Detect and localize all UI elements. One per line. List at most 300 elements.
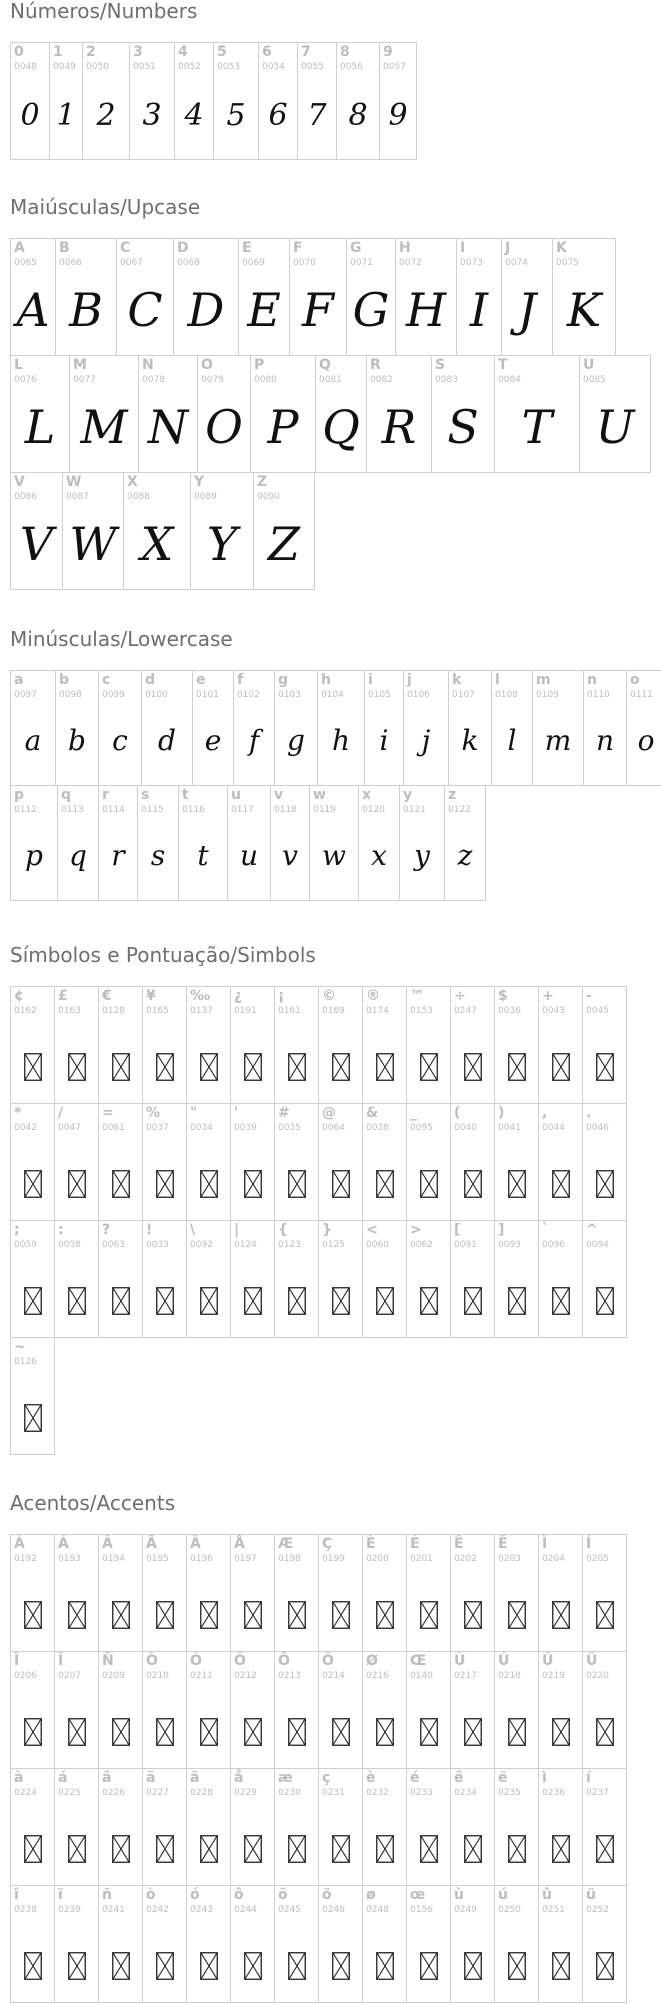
glyph-preview: k [461, 724, 479, 757]
cell-code-label: 0209 [102, 1671, 125, 1681]
glyph-cell [186, 1768, 231, 1886]
cell-character-label: ¢ [14, 988, 24, 1004]
glyph-preview: 6 [268, 98, 288, 133]
cell-code-label: 0054 [262, 62, 285, 72]
glyph-cell [362, 1534, 407, 1652]
cell-code-label: 0059 [14, 1240, 37, 1250]
cell-code-label: 0056 [340, 62, 363, 72]
glyph-cell [230, 986, 275, 1104]
cell-character-label: i [368, 672, 373, 688]
cell-code-label: 0087 [66, 492, 89, 502]
cell-character-label: 2 [86, 44, 96, 60]
glyph-cell [538, 1651, 583, 1769]
cell-code-label: 0057 [383, 62, 406, 72]
glyph-preview: H [405, 283, 447, 337]
missing-glyph-icon [420, 1053, 438, 1081]
cell-character-label: y [403, 787, 413, 803]
cell-code-label: 0163 [58, 1006, 81, 1016]
missing-glyph-icon [68, 1287, 86, 1315]
cell-character-label: ù [454, 1887, 464, 1903]
cell-character-label: æ [278, 1770, 293, 1786]
missing-glyph-icon [596, 1601, 614, 1629]
cell-code-label: 0070 [293, 258, 316, 268]
cell-character-label: Ê [454, 1536, 464, 1552]
cell-code-label: 0078 [142, 375, 165, 385]
missing-glyph-icon [112, 1170, 130, 1198]
cell-character-label: è [366, 1770, 376, 1786]
missing-glyph-icon [508, 1835, 526, 1863]
glyph-cell [54, 1651, 99, 1769]
cell-character-label: ( [454, 1105, 461, 1121]
missing-glyph-icon [508, 1718, 526, 1746]
glyph-cell [395, 238, 457, 356]
missing-glyph-icon [112, 1287, 130, 1315]
cell-code-label: 0140 [410, 1671, 433, 1681]
missing-glyph-icon [376, 1835, 394, 1863]
glyph-cell [142, 986, 187, 1104]
glyph-cell [54, 1103, 99, 1221]
glyph-cell [582, 1220, 627, 1338]
missing-glyph-icon [288, 1835, 306, 1863]
cell-code-label: 0046 [586, 1123, 609, 1133]
glyph-preview: U [595, 400, 635, 454]
glyph-cell [270, 785, 310, 901]
glyph-preview: j [421, 724, 431, 757]
glyph-preview: 7 [307, 98, 327, 133]
missing-glyph-icon [420, 1835, 438, 1863]
missing-glyph-icon [332, 1170, 350, 1198]
cell-character-label: _ [410, 1105, 417, 1121]
cell-code-label: 0067 [120, 258, 143, 268]
cell-code-label: 0214 [322, 1671, 345, 1681]
cell-character-label: Å [234, 1536, 245, 1552]
cell-character-label: p [14, 787, 25, 803]
missing-glyph-icon [156, 1170, 174, 1198]
missing-glyph-icon [200, 1718, 218, 1746]
cell-code-label: 0121 [403, 805, 426, 815]
cell-character-label: l [495, 672, 500, 688]
cell-code-label: 0044 [542, 1123, 565, 1133]
cell-code-label: 0252 [586, 1905, 609, 1915]
cell-code-label: 0095 [410, 1123, 433, 1133]
cell-code-label: 0212 [234, 1671, 257, 1681]
glyph-preview: K [566, 283, 602, 337]
cell-code-label: 0251 [542, 1905, 565, 1915]
cell-character-label: f [237, 672, 244, 688]
glyph-preview: B [69, 283, 103, 337]
missing-glyph-icon [288, 1053, 306, 1081]
cell-character-label: õ [278, 1887, 288, 1903]
glyph-cell [10, 670, 56, 786]
cell-code-label: 0207 [58, 1671, 81, 1681]
glyph-cell [456, 238, 502, 356]
cell-code-label: 0112 [14, 805, 37, 815]
glyph-cell [10, 986, 55, 1104]
glyph-cell [253, 472, 315, 590]
cell-character-label: Ë [498, 1536, 508, 1552]
cell-character-label: z [448, 787, 457, 803]
glyph-cell [406, 986, 451, 1104]
missing-glyph-icon [596, 1718, 614, 1746]
missing-glyph-icon [508, 1170, 526, 1198]
glyph-cell [274, 1220, 319, 1338]
cell-code-label: 0091 [454, 1240, 477, 1250]
cell-character-label: ^ [586, 1222, 598, 1238]
cell-code-label: 0082 [370, 375, 393, 385]
glyph-cell [116, 238, 174, 356]
cell-character-label: ` [542, 1222, 549, 1238]
glyph-cell [10, 1337, 55, 1455]
cell-code-label: 0050 [86, 62, 109, 72]
cell-code-label: 0137 [190, 1006, 213, 1016]
cell-character-label: Á [58, 1536, 69, 1552]
glyph-cell [582, 1885, 627, 2003]
cell-character-label: ¥ [146, 988, 156, 1004]
cell-code-label: 0058 [58, 1240, 81, 1250]
cell-code-label: 0094 [586, 1240, 609, 1250]
glyph-cell [186, 1103, 231, 1221]
glyph-cell [274, 1885, 319, 2003]
cell-code-label: 0052 [178, 62, 201, 72]
missing-glyph-icon [24, 1170, 42, 1198]
glyph-cell [142, 1534, 187, 1652]
glyph-cell [274, 1534, 319, 1652]
glyph-grid [10, 1534, 626, 2002]
glyph-grid [10, 238, 650, 589]
glyph-preview: J [517, 283, 537, 337]
cell-character-label: " [190, 1105, 198, 1121]
cell-code-label: 0246 [322, 1905, 345, 1915]
glyph-cell [297, 42, 337, 160]
cell-code-label: 0086 [14, 492, 37, 502]
glyph-cell [98, 1220, 143, 1338]
cell-code-label: 0047 [58, 1123, 81, 1133]
missing-glyph-icon [552, 1718, 570, 1746]
glyph-cell [491, 670, 533, 786]
cell-character-label: ï [58, 1887, 63, 1903]
cell-code-label: 0244 [234, 1905, 257, 1915]
cell-character-label: S [435, 357, 446, 373]
missing-glyph-icon [332, 1053, 350, 1081]
glyph-preview: M [80, 400, 128, 454]
glyph-preview: D [187, 283, 225, 337]
cell-code-label: 0076 [14, 375, 37, 385]
section-title: Minúsculas/Lowercase [10, 627, 233, 651]
glyph-cell [190, 472, 254, 590]
missing-glyph-icon [332, 1835, 350, 1863]
glyph-cell [406, 1534, 451, 1652]
glyph-preview: A [16, 283, 50, 337]
glyph-cell [10, 1534, 55, 1652]
cell-code-label: 0169 [322, 1006, 345, 1016]
cell-character-label: Ì [542, 1536, 548, 1552]
cell-character-label: % [146, 1105, 161, 1121]
glyph-cell [362, 1651, 407, 1769]
glyph-preview: d [158, 724, 176, 757]
missing-glyph-icon [596, 1053, 614, 1081]
cell-code-label: 0088 [127, 492, 150, 502]
cell-character-label: ê [454, 1770, 464, 1786]
cell-code-label: 0200 [366, 1554, 389, 1564]
cell-character-label: à [14, 1770, 24, 1786]
cell-character-label: ä [190, 1770, 200, 1786]
cell-character-label: Î [14, 1653, 20, 1669]
cell-code-label: 0225 [58, 1788, 81, 1798]
cell-code-label: 0202 [454, 1554, 477, 1564]
cell-code-label: 0230 [278, 1788, 301, 1798]
glyph-preview: 2 [96, 98, 116, 133]
cell-character-label: R [370, 357, 381, 373]
missing-glyph-icon [200, 1601, 218, 1629]
cell-code-label: 0220 [586, 1671, 609, 1681]
cell-character-label: { [278, 1222, 288, 1238]
glyph-preview: C [127, 283, 163, 337]
glyph-cell [54, 1885, 99, 2003]
cell-character-label: + [542, 988, 554, 1004]
cell-code-label: 0219 [542, 1671, 565, 1681]
glyph-preview: 9 [388, 98, 408, 133]
glyph-cell [379, 42, 417, 160]
glyph-cell [494, 1220, 539, 1338]
glyph-cell [494, 1885, 539, 2003]
missing-glyph-icon [68, 1718, 86, 1746]
glyph-grid [10, 986, 626, 1454]
lowercase-section [10, 627, 655, 872]
cell-character-label: í [586, 1770, 591, 1786]
cell-code-label: 0105 [368, 690, 391, 700]
missing-glyph-icon [288, 1287, 306, 1315]
cell-character-label: 5 [217, 44, 227, 60]
cell-code-label: 0194 [102, 1554, 125, 1564]
cell-character-label: © [322, 988, 336, 1004]
cell-code-label: 0069 [242, 258, 265, 268]
glyph-preview: O [205, 400, 243, 454]
cell-character-label: ç [322, 1770, 331, 1786]
cell-code-label: 0120 [362, 805, 385, 815]
cell-code-label: 0238 [14, 1905, 37, 1915]
cell-character-label: ñ [102, 1887, 112, 1903]
glyph-preview: w [322, 839, 346, 872]
cell-code-label: 0064 [322, 1123, 345, 1133]
missing-glyph-icon [24, 1053, 42, 1081]
missing-glyph-icon [112, 1718, 130, 1746]
glyph-preview: Z [268, 517, 300, 571]
glyph-row [10, 670, 661, 785]
cell-code-label: 0033 [146, 1240, 169, 1250]
glyph-cell [98, 1534, 143, 1652]
cell-code-label: 0108 [495, 690, 518, 700]
cell-code-label: 0201 [410, 1554, 433, 1564]
cell-character-label: O [201, 357, 213, 373]
cell-character-label: ; [14, 1222, 20, 1238]
cell-character-label: ? [102, 1222, 111, 1238]
cell-code-label: 0106 [407, 690, 430, 700]
glyph-cell [10, 1220, 55, 1338]
missing-glyph-icon [552, 1287, 570, 1315]
missing-glyph-icon [376, 1952, 394, 1980]
cell-character-label: ~ [14, 1339, 26, 1355]
cell-code-label: 0199 [322, 1554, 345, 1564]
cell-code-label: 0242 [146, 1905, 169, 1915]
cell-code-label: 0073 [460, 258, 483, 268]
glyph-row [10, 785, 661, 900]
cell-character-label: P [254, 357, 265, 373]
cell-code-label: 0213 [278, 1671, 301, 1681]
glyph-cell [406, 1885, 451, 2003]
glyph-cell [317, 670, 365, 786]
glyph-cell [141, 670, 193, 786]
cell-character-label: À [14, 1536, 25, 1552]
cell-character-label: Ú [498, 1653, 510, 1669]
glyph-cell [142, 1103, 187, 1221]
cell-code-label: 0097 [14, 690, 37, 700]
missing-glyph-icon [420, 1601, 438, 1629]
glyph-grid [10, 42, 416, 159]
glyph-preview: m [544, 724, 572, 757]
glyph-cell [289, 238, 347, 356]
cell-code-label: 0234 [454, 1788, 477, 1798]
glyph-row [10, 1651, 626, 1768]
glyph-cell [69, 355, 139, 473]
missing-glyph-icon [552, 1835, 570, 1863]
glyph-preview: r [111, 839, 125, 872]
cell-code-label: 0245 [278, 1905, 301, 1915]
missing-glyph-icon [552, 1053, 570, 1081]
missing-glyph-icon [68, 1170, 86, 1198]
glyph-cell [10, 1103, 55, 1221]
glyph-cell [230, 1651, 275, 1769]
glyph-cell [138, 355, 198, 473]
cell-code-label: 0068 [177, 258, 200, 268]
cell-code-label: 0102 [237, 690, 260, 700]
cell-code-label: 0038 [366, 1123, 389, 1133]
glyph-preview: V [19, 517, 54, 571]
cell-character-label: ¡ [278, 988, 285, 1004]
glyph-preview: l [507, 724, 517, 757]
glyph-preview: s [150, 839, 166, 872]
cell-code-label: 0109 [536, 690, 559, 700]
cell-code-label: 0205 [586, 1554, 609, 1564]
cell-character-label: ! [146, 1222, 153, 1238]
glyph-cell [538, 1534, 583, 1652]
missing-glyph-icon [24, 1404, 42, 1432]
glyph-preview: i [379, 724, 389, 757]
section-title: Maiúsculas/Upcase [10, 195, 201, 219]
cell-character-label: h [321, 672, 331, 688]
cell-code-label: 0117 [231, 805, 254, 815]
glyph-cell [230, 1534, 275, 1652]
glyph-cell [582, 1103, 627, 1221]
cell-character-label: ' [234, 1105, 239, 1121]
glyph-cell [230, 1768, 275, 1886]
missing-glyph-icon [596, 1952, 614, 1980]
missing-glyph-icon [244, 1053, 262, 1081]
cell-code-label: 0035 [278, 1123, 301, 1133]
glyph-cell [186, 1534, 231, 1652]
cell-code-label: 0124 [234, 1240, 257, 1250]
cell-code-label: 0048 [14, 62, 37, 72]
cell-code-label: 0243 [190, 1905, 213, 1915]
cell-character-label: # [278, 1105, 290, 1121]
cell-code-label: 0119 [313, 805, 336, 815]
cell-character-label: Ô [234, 1653, 246, 1669]
glyph-preview: 5 [226, 98, 246, 133]
glyph-preview: R [381, 400, 417, 454]
cell-character-label: T [498, 357, 508, 373]
glyph-cell [406, 1220, 451, 1338]
glyph-cell [318, 1220, 363, 1338]
cell-character-label: Õ [278, 1653, 290, 1669]
cell-character-label: ò [146, 1887, 156, 1903]
glyph-cell [403, 670, 449, 786]
cell-code-label: 0053 [217, 62, 240, 72]
missing-glyph-icon [24, 1952, 42, 1980]
glyph-cell [173, 238, 239, 356]
cell-code-label: 0161 [278, 1006, 301, 1016]
glyph-cell [362, 1103, 407, 1221]
glyph-cell [230, 1220, 275, 1338]
cell-code-label: 0193 [58, 1554, 81, 1564]
glyph-cell [230, 1103, 275, 1221]
missing-glyph-icon [68, 1952, 86, 1980]
missing-glyph-icon [596, 1835, 614, 1863]
glyph-cell [538, 1885, 583, 2003]
cell-character-label: ø [366, 1887, 376, 1903]
cell-character-label: Œ [410, 1653, 427, 1669]
glyph-preview: x [371, 839, 387, 872]
cell-code-label: 0198 [278, 1554, 301, 1564]
glyph-cell [98, 785, 138, 901]
glyph-preview: h [331, 724, 351, 757]
glyph-cell [192, 670, 234, 786]
glyph-preview: T [521, 400, 553, 454]
glyph-cell [362, 1768, 407, 1886]
cell-character-label: Q [319, 357, 331, 373]
cell-character-label: Ã [146, 1536, 157, 1552]
glyph-cell [186, 986, 231, 1104]
glyph-cell [318, 1885, 363, 2003]
glyph-cell [197, 355, 251, 473]
cell-character-label: o [630, 672, 640, 688]
cell-character-label: & [366, 1105, 379, 1121]
symbols-section [10, 943, 609, 1367]
glyph-preview: E [247, 283, 281, 337]
glyph-cell [227, 785, 271, 901]
cell-character-label: Û [542, 1653, 554, 1669]
missing-glyph-icon [332, 1952, 350, 1980]
glyph-cell [82, 42, 130, 160]
glyph-cell [129, 42, 175, 160]
glyph-cell [274, 986, 319, 1104]
cell-code-label: 0232 [366, 1788, 389, 1798]
cell-character-label: ú [498, 1887, 508, 1903]
glyph-cell [450, 1768, 495, 1886]
cell-code-label: 0250 [498, 1905, 521, 1915]
cell-code-label: 0211 [190, 1671, 213, 1681]
cell-character-label: n [587, 672, 597, 688]
cell-character-label: A [14, 240, 25, 256]
cell-code-label: 0153 [410, 1006, 433, 1016]
section-title: Acentos/Accents [10, 1491, 176, 1515]
cell-code-label: 0228 [190, 1788, 213, 1798]
glyph-cell [501, 238, 553, 356]
glyph-preview: I [469, 283, 489, 337]
missing-glyph-icon [244, 1952, 262, 1980]
cell-code-label: 0103 [278, 690, 301, 700]
glyph-cell [336, 42, 380, 160]
missing-glyph-icon [288, 1170, 306, 1198]
cell-code-label: 0217 [454, 1671, 477, 1681]
